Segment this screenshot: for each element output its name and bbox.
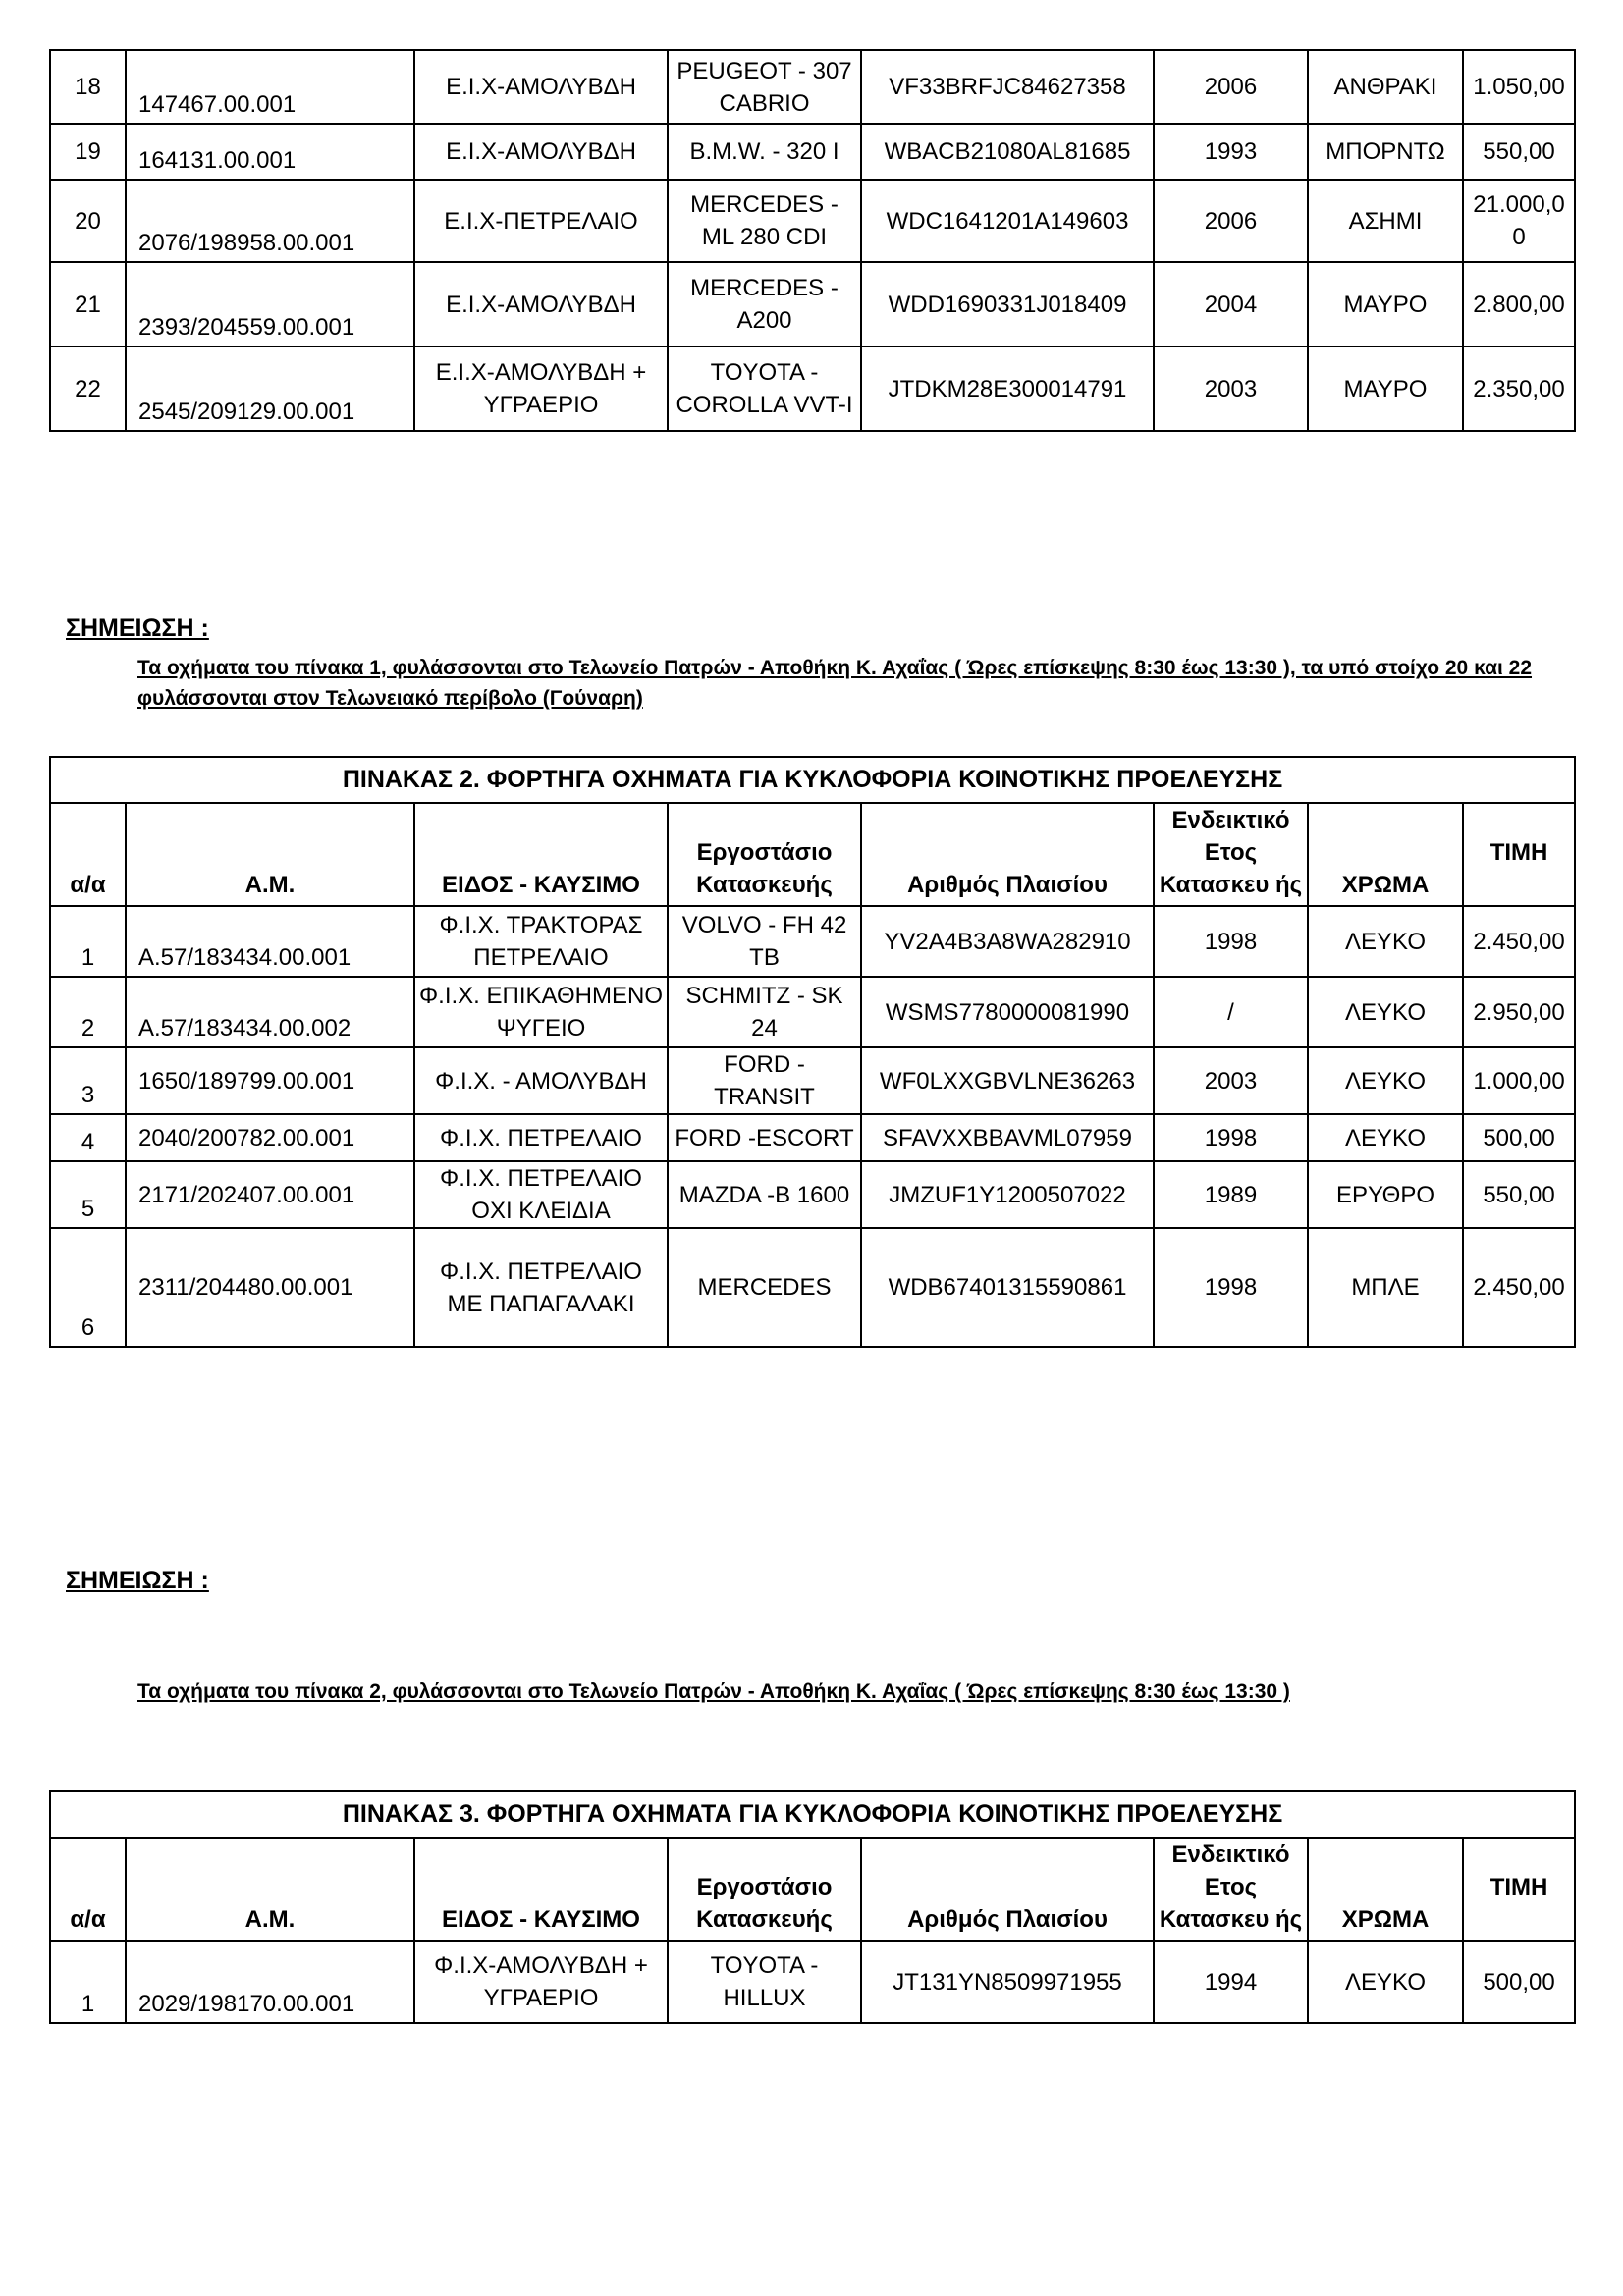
cell-price: 1.050,00 — [1463, 50, 1575, 124]
cell-chassis: WDB67401315590861 — [861, 1228, 1154, 1347]
cell-chassis: JTDKM28E300014791 — [861, 347, 1154, 431]
cell-year: 1998 — [1154, 1228, 1308, 1347]
cell-am: 2393/204559.00.001 — [126, 262, 414, 347]
cell-chassis: WBACB21080AL81685 — [861, 124, 1154, 180]
table2-header-row — [50, 803, 1575, 906]
cell-year: 2003 — [1154, 347, 1308, 431]
cell-price: 2.800,00 — [1463, 262, 1575, 347]
note2-text: Τα οχήματα του πίνακα 2, φυλάσσονται στο Τελωνείο Πατρών - Αποθήκη Κ. Αχαΐας ( Ώρες επίσκεψης 8:30 έως 13:30 ) — [137, 1681, 1290, 1703]
cell-no: 3 — [50, 1047, 126, 1114]
cell-am: 2029/198170.00.001 — [126, 1941, 414, 2023]
cell-year: 2003 — [1154, 1047, 1308, 1114]
cell-am: 164131.00.001 — [126, 124, 414, 180]
header-color: ΧΡΩΜΑ — [1308, 803, 1463, 906]
cell-color: ΜΑΥΡΟ — [1308, 347, 1463, 431]
note2-heading: ΣΗΜΕΙΩΣΗ : — [66, 1567, 209, 1594]
cell-price: 2.950,00 — [1463, 977, 1575, 1047]
cell-maker: PEUGEOT - 307 CABRIO — [668, 50, 861, 124]
cell-color: ΛΕΥΚΟ — [1308, 1047, 1463, 1114]
table3 — [49, 1790, 1576, 2024]
cell-type-fuel: Ε.Ι.Χ-ΑΜΟΛΥΒΔΗ + ΥΓΡΑΕΡΙΟ — [414, 347, 668, 431]
table-row — [50, 50, 1575, 124]
table3-header-row — [50, 1838, 1575, 1941]
cell-no: 1 — [50, 1941, 126, 2023]
cell-color: ΕΡΥΘΡΟ — [1308, 1161, 1463, 1228]
cell-am: 2076/198958.00.001 — [126, 180, 414, 262]
header-color: ΧΡΩΜΑ — [1308, 1838, 1463, 1941]
table3-title: ΠΙΝΑΚΑΣ 3. ΦΟΡΤΗΓΑ ΟΧΗΜΑΤΑ ΓΙΑ ΚΥΚΛΟΦΟΡΙΑ ΚΟΙΝΟΤΙΚΗΣ ΠΡΟΕΛΕΥΣΗΣ — [50, 1791, 1575, 1838]
cell-color: ΑΝΘΡΑΚΙ — [1308, 50, 1463, 124]
header-chassis: Αριθμός Πλαισίου — [861, 803, 1154, 906]
cell-am: Α.57/183434.00.002 — [126, 977, 414, 1047]
cell-no: 22 — [50, 347, 126, 431]
cell-color: ΛΕΥΚΟ — [1308, 1941, 1463, 2023]
cell-am: 2171/202407.00.001 — [126, 1161, 414, 1228]
cell-type-fuel: Φ.Ι.Χ. - ΑΜΟΛΥΒΔΗ — [414, 1047, 668, 1114]
cell-chassis: WDC1641201A149603 — [861, 180, 1154, 262]
cell-year: 2006 — [1154, 180, 1308, 262]
cell-price: 550,00 — [1463, 1161, 1575, 1228]
cell-maker: MERCEDES - A200 — [668, 262, 861, 347]
cell-chassis: VF33BRFJC84627358 — [861, 50, 1154, 124]
cell-chassis: SFAVXXBBAVML07959 — [861, 1114, 1154, 1161]
cell-type-fuel: Φ.Ι.Χ. ΠΕΤΡΕΛΑΙΟ ΜΕ ΠΑΠΑΓΑΛΑΚΙ — [414, 1228, 668, 1347]
header-no: α/α — [50, 803, 126, 906]
header-am: Α.Μ. — [126, 1838, 414, 1941]
cell-price: 1.000,00 — [1463, 1047, 1575, 1114]
cell-price: 2.350,00 — [1463, 347, 1575, 431]
cell-no: 4 — [50, 1114, 126, 1161]
cell-price: 500,00 — [1463, 1114, 1575, 1161]
header-no: α/α — [50, 1838, 126, 1941]
table-row — [50, 347, 1575, 431]
table-row — [50, 180, 1575, 262]
cell-color: ΜΑΥΡΟ — [1308, 262, 1463, 347]
cell-type-fuel: Φ.Ι.Χ. ΠΕΤΡΕΛΑΙΟ — [414, 1114, 668, 1161]
cell-year: 1998 — [1154, 1114, 1308, 1161]
cell-chassis: JMZUF1Y1200507022 — [861, 1161, 1154, 1228]
table1-continuation — [49, 49, 1576, 432]
cell-type-fuel: Ε.Ι.Χ-ΠΕΤΡΕΛΑΙΟ — [414, 180, 668, 262]
cell-price: 550,00 — [1463, 124, 1575, 180]
header-type: ΕΙΔΟΣ - ΚΑΥΣΙΜΟ — [414, 803, 668, 906]
note1-text: Τα οχήματα του πίνακα 1, φυλάσσονται στο Τελωνείο Πατρών - Αποθήκη Κ. Αχαΐας ( Ώρες επίσκεψης 8:30 έως 13:30 ), τα υπό στοίχο 20 και 22 φυλάσσονται στον Τελωνειακό περίβολο (Γούναρη) — [137, 657, 1533, 710]
header-am: Α.Μ. — [126, 803, 414, 906]
cell-color: ΛΕΥΚΟ — [1308, 1114, 1463, 1161]
cell-year: 2006 — [1154, 50, 1308, 124]
cell-no: 20 — [50, 180, 126, 262]
table-row — [50, 1047, 1575, 1114]
cell-maker: FORD - TRANSIT — [668, 1047, 861, 1114]
cell-type-fuel: Φ.Ι.Χ-ΑΜΟΛΥΒΔΗ + ΥΓΡΑΕΡΙΟ — [414, 1941, 668, 2023]
cell-price: 21.000,00 — [1463, 180, 1575, 262]
table2-title: ΠΙΝΑΚΑΣ 2. ΦΟΡΤΗΓΑ ΟΧΗΜΑΤΑ ΓΙΑ ΚΥΚΛΟΦΟΡΙΑ ΚΟΙΝΟΤΙΚΗΣ ΠΡΟΕΛΕΥΣΗΣ — [50, 757, 1575, 803]
table-row — [50, 1228, 1575, 1347]
cell-no: 21 — [50, 262, 126, 347]
cell-type-fuel: Φ.Ι.Χ. ΠΕΤΡΕΛΑΙΟ ΟΧΙ ΚΛΕΙΔΙΑ — [414, 1161, 668, 1228]
cell-no: 5 — [50, 1161, 126, 1228]
table-row — [50, 906, 1575, 977]
cell-chassis: YV2A4B3A8WA282910 — [861, 906, 1154, 977]
cell-type-fuel: Ε.Ι.Χ-ΑΜΟΛΥΒΔΗ — [414, 124, 668, 180]
cell-am: 2311/204480.00.001 — [126, 1228, 414, 1347]
cell-color: ΜΠΟΡΝΤΩ — [1308, 124, 1463, 180]
cell-maker: MERCEDES — [668, 1228, 861, 1347]
header-year: Ενδεικτικό Ετος Κατασκευ ής — [1154, 1838, 1308, 1941]
cell-chassis: WF0LXXGBVLNE36263 — [861, 1047, 1154, 1114]
cell-type-fuel: Φ.Ι.Χ. ΕΠΙΚΑΘΗΜΕΝΟ ΨΥΓΕΙΟ — [414, 977, 668, 1047]
cell-am: 2040/200782.00.001 — [126, 1114, 414, 1161]
table-row — [50, 977, 1575, 1047]
header-year: Ενδεικτικό Ετος Κατασκευ ής — [1154, 803, 1308, 906]
cell-chassis: JT131YN8509971955 — [861, 1941, 1154, 2023]
header-maker: Εργοστάσιο Κατασκευής — [668, 1838, 861, 1941]
cell-no: 19 — [50, 124, 126, 180]
header-price: ΤΙΜΗ — [1463, 803, 1575, 906]
cell-maker: B.M.W. - 320 I — [668, 124, 861, 180]
table-row — [50, 262, 1575, 347]
header-maker: Εργοστάσιο Κατασκευής — [668, 803, 861, 906]
cell-color: ΛΕΥΚΟ — [1308, 906, 1463, 977]
cell-maker: MAZDA -B 1600 — [668, 1161, 861, 1228]
cell-am: Α.57/183434.00.001 — [126, 906, 414, 977]
cell-maker: TOYOTA - HILLUX — [668, 1941, 861, 2023]
cell-am: 147467.00.001 — [126, 50, 414, 124]
cell-maker: FORD -ESCORT — [668, 1114, 861, 1161]
table-row — [50, 124, 1575, 180]
cell-maker: SCHMITZ - SK 24 — [668, 977, 861, 1047]
header-chassis: Αριθμός Πλαισίου — [861, 1838, 1154, 1941]
table-row — [50, 1161, 1575, 1228]
cell-am: 2545/209129.00.001 — [126, 347, 414, 431]
cell-chassis: WSMS7780000081990 — [861, 977, 1154, 1047]
table2 — [49, 756, 1576, 1348]
cell-year: 1993 — [1154, 124, 1308, 180]
cell-year: 2004 — [1154, 262, 1308, 347]
cell-type-fuel: Φ.Ι.Χ. ΤΡΑΚΤΟΡΑΣ ΠΕΤΡΕΛΑΙΟ — [414, 906, 668, 977]
cell-maker: TOYOTA - COROLLA VVT-I — [668, 347, 861, 431]
cell-no: 1 — [50, 906, 126, 977]
cell-color: ΑΣΗΜΙ — [1308, 180, 1463, 262]
cell-year: 1989 — [1154, 1161, 1308, 1228]
cell-type-fuel: Ε.Ι.Χ-ΑΜΟΛΥΒΔΗ — [414, 262, 668, 347]
header-price: ΤΙΜΗ — [1463, 1838, 1575, 1941]
cell-maker: MERCEDES - ML 280 CDI — [668, 180, 861, 262]
cell-color: ΜΠΛΕ — [1308, 1228, 1463, 1347]
header-type: ΕΙΔΟΣ - ΚΑΥΣΙΜΟ — [414, 1838, 668, 1941]
cell-year: 1998 — [1154, 906, 1308, 977]
cell-price: 2.450,00 — [1463, 1228, 1575, 1347]
cell-maker: VOLVO - FH 42 TB — [668, 906, 861, 977]
cell-color: ΛΕΥΚΟ — [1308, 977, 1463, 1047]
cell-no: 2 — [50, 977, 126, 1047]
cell-chassis: WDD1690331J018409 — [861, 262, 1154, 347]
cell-no: 18 — [50, 50, 126, 124]
cell-no: 6 — [50, 1228, 126, 1347]
table-row — [50, 1941, 1575, 2023]
note1-heading: ΣΗΜΕΙΩΣΗ : — [66, 614, 209, 642]
cell-price: 2.450,00 — [1463, 906, 1575, 977]
cell-type-fuel: Ε.Ι.Χ-ΑΜΟΛΥΒΔΗ — [414, 50, 668, 124]
cell-price: 500,00 — [1463, 1941, 1575, 2023]
cell-am: 1650/189799.00.001 — [126, 1047, 414, 1114]
cell-year: / — [1154, 977, 1308, 1047]
table-row — [50, 1114, 1575, 1161]
cell-year: 1994 — [1154, 1941, 1308, 2023]
